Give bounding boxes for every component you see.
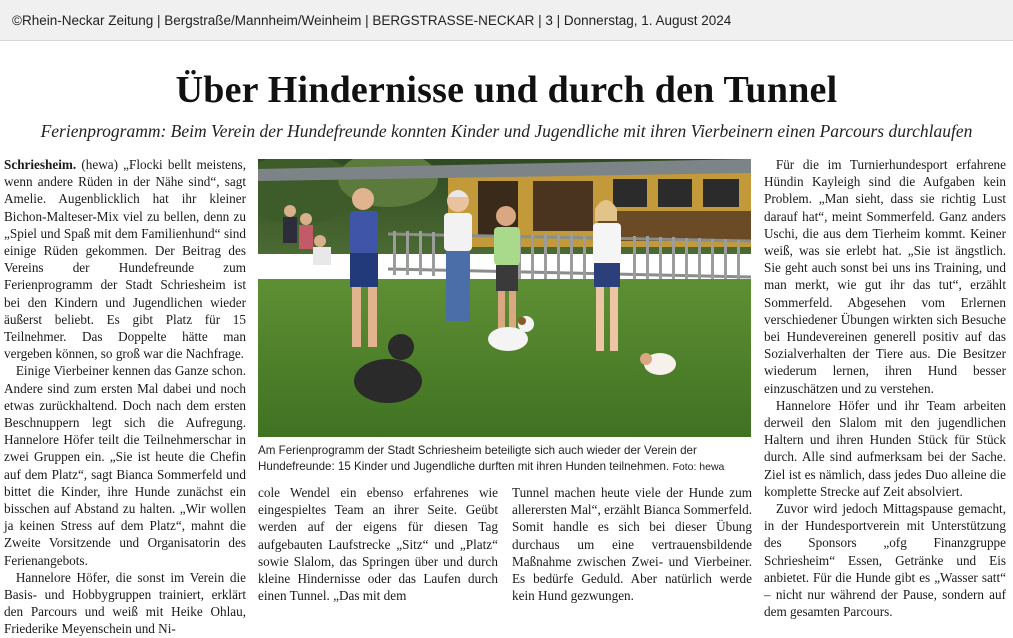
paragraph: Zuvor wird jedoch Mittagspause gemacht, in der Hundesportverein mit Unterstützung des Sponsors „ofg Finanzgruppe Schriesheim“ Essen, Getränke und Eis anbietet. Für die Hunde gibt es „Wasser satt“ – nicht nur während der Pause, sondern auf dem gesamten Parcours.: [764, 501, 1006, 620]
masthead-bar: [0, 0, 1013, 41]
article-headline: Über Hindernisse und durch den Tunnel: [175, 69, 838, 111]
photo-illustration: [258, 159, 751, 437]
caption-text: Am Ferienprogramm der Stadt Schriesheim beteiligte sich auch wieder der Verein der Hundefreunde: 15 Kinder und Jugendliche durften mit ihren Hunden teilnehmen.: [258, 444, 697, 473]
paragraph: Für die im Turnierhundesport erfahrene Hündin Kayleigh sind die Aufgaben kein Problem. „Man sieht, dass sie richtig Lust darauf hat“, meint Sommerfeld. Ganz anders Uschi, die aus dem Tierheim kommt. Keiner weiß, was sie erlebt hat. „Sie ist ängstlich. Sie geht auch sonst bei uns ins Training, und man merkt, wie gut ihr das tut“, erzählt Sommerfeld. Abgesehen vom Erlernen verschiedener Übungen wirkten sich Besuche bei Hundevereinen generell positiv auf das Sozialverhalten der Tiere aus. Die Besitzer wiederum lernen, ihren Hund besser einzuschätzen und zu verstehen.: [764, 157, 1006, 396]
text-column-1: [4, 156, 246, 638]
paragraph: Tunnel machen heute viele der Hunde zum allerersten Mal“, erzählt Bianca Sommerfeld. Somit handle es sich bei dieser Übung durchaus um eine vertrauensbildende Maßnahme zwischen Zwei- und Vierbeiner. Es bedürfe Geduld. Aber natürlich werde kein Hund gezwungen.: [512, 485, 752, 604]
paragraph: [4, 156, 246, 362]
photo-credit: Foto: hewa: [672, 461, 725, 473]
paragraph-text: (hewa) „Flocki bellt meistens, wenn andere Rüden in der Nähe sind“, sagt Amelie. Augenblicklich hat ihr kleiner Bichon-Malteser-Mix viel zu bellen, denn zu „Spiel und Spaß mit dem Familienhund“ sind einige Rüden gekommen. Der Beitrag des Vereins der Hundefreunde zum Ferienprogramm der Stadt Schriesheim ist bei den Kindern und Jugendlichen wieder äußerst beliebt. Es gibt Platz für 15 Teilnehmer. Das Doppelte hätte man vergeben können, so groß war die Nachfrage.: [4, 157, 246, 362]
paragraph: Hannelore Höfer, die sonst im Verein die Basis- und Hobbygruppen trainiert, erklärt den Parcours und weiß mit Heike Ohlau, Friederike Meyenschein und Ni-: [4, 569, 246, 637]
text-column-2: [258, 484, 498, 604]
paragraph: cole Wendel ein ebenso erfahrenes wie eingespieltes Team an ihrer Seite. Geübt werden auf der eigens für diesen Tag aufgebauten Laufstrecke „Sitz“ und „Platz“ sowie Slalom, das Springen über und durch kleine Hindernisse oder das Laufen durch einen Tunnel. „Das mit dem: [258, 485, 498, 604]
dateline: Schriesheim.: [4, 157, 77, 172]
paragraph: Hannelore Höfer und ihr Team arbeiten derweil den Slalom mit den jugendlichen Haltern und ihren Hunden Stück für Stück durch. Alle sind aufmerksam bei der Sache. Ziel ist es nämlich, dass jedes Duo alleine die komplette Strecke auf Zeit absolviert.: [764, 397, 1006, 499]
photo-caption: [258, 443, 751, 475]
source-line: ©Rhein-Neckar Zeitung | Bergstraße/Mannheim/Weinheim | BERGSTRASSE-NECKAR | 3 | Donnerstag, 1. August 2024: [12, 13, 732, 28]
text-column-4: [764, 156, 1006, 620]
paragraph: Einige Vierbeiner kennen das Ganze schon. Andere sind zum ersten Mal dabei und noch etwas zurückhaltend. Doch nach dem ersten Beschnuppern legt sich die Aufregung. Hannelore Höfer teilt die Teilnehmerschar in zwei Gruppen ein. „Sie ist heute die Chefin auf dem Platz“, sagt Bianca Sommerfeld und bittet die Kinder, ihre Hunde zunächst ein bisschen auf Abstand zu halten. „Wir wollen ja keinen Stress auf dem Platz“, mahnt die Zweite Vorsitzende und Organisatorin des Ferienangebots.: [4, 363, 246, 568]
article-photo: [258, 159, 751, 437]
article-subheadline: Ferienprogramm: Beim Verein der Hundefreunde konnten Kinder und Jugendliche mit ihren Vierbeinern einen Parcours durchlaufen: [40, 121, 973, 141]
text-column-3: [512, 484, 752, 604]
